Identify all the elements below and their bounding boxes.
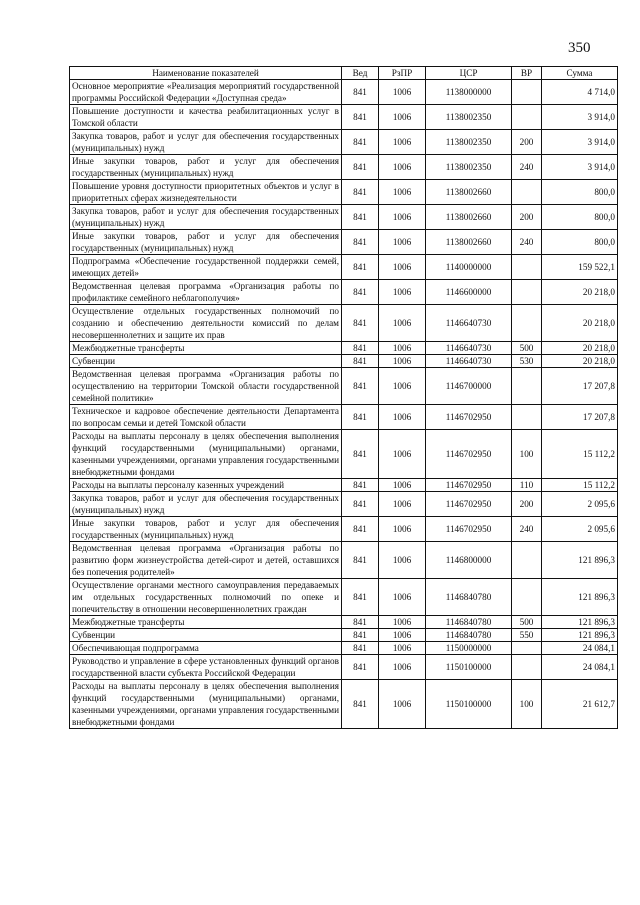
- cell-vr: [512, 80, 542, 105]
- cell-csr: 1146840780: [426, 579, 512, 616]
- cell-name: Иные закупки товаров, работ и услуг для обеспечения государственных (муниципальных) нужд: [70, 230, 342, 255]
- cell-vr: 240: [512, 230, 542, 255]
- cell-vr: 200: [512, 130, 542, 155]
- cell-csr: 1140000000: [426, 255, 512, 280]
- cell-name: Руководство и управление в сфере установленных функций органов государственной власти субъекта Российской Федерации: [70, 655, 342, 680]
- cell-ved: 841: [342, 368, 379, 405]
- cell-vr: [512, 105, 542, 130]
- cell-ved: 841: [342, 155, 379, 180]
- cell-rzpr: 1006: [379, 305, 426, 342]
- cell-rzpr: 1006: [379, 105, 426, 130]
- cell-csr: 1146702950: [426, 492, 512, 517]
- cell-vr: [512, 542, 542, 579]
- cell-sum: 20 218,0: [542, 355, 618, 368]
- cell-name: Субвенции: [70, 629, 342, 642]
- table-header-row: [70, 67, 618, 80]
- cell-name: Закупка товаров, работ и услуг для обеспечения государственных (муниципальных) нужд: [70, 492, 342, 517]
- cell-name: Основное мероприятие «Реализация мероприятий государственной программы Российской Федерации «Доступная среда»: [70, 80, 342, 105]
- cell-ved: 841: [342, 305, 379, 342]
- cell-csr: 1138002350: [426, 155, 512, 180]
- table-row: [70, 642, 618, 655]
- cell-rzpr: 1006: [379, 616, 426, 629]
- cell-name: Расходы на выплаты персоналу в целях обеспечения выполнения функций государственными (муниципальными) органами, казенными учреждениями, органами управления государственными внебюджетными фондами: [70, 680, 342, 729]
- cell-sum: 20 218,0: [542, 280, 618, 305]
- cell-ved: 841: [342, 105, 379, 130]
- table-row: [70, 542, 618, 579]
- table-row: [70, 655, 618, 680]
- cell-ved: 841: [342, 479, 379, 492]
- cell-name: Закупка товаров, работ и услуг для обеспечения государственных (муниципальных) нужд: [70, 130, 342, 155]
- table-row: [70, 680, 618, 729]
- cell-name: Обеспечивающая подпрограмма: [70, 642, 342, 655]
- table-row: [70, 305, 618, 342]
- cell-sum: 121 896,3: [542, 629, 618, 642]
- cell-vr: 550: [512, 629, 542, 642]
- cell-vr: 500: [512, 342, 542, 355]
- cell-ved: 841: [342, 517, 379, 542]
- page-number: 350: [568, 40, 591, 56]
- cell-sum: 20 218,0: [542, 342, 618, 355]
- cell-ved: 841: [342, 180, 379, 205]
- cell-rzpr: 1006: [379, 579, 426, 616]
- cell-rzpr: 1006: [379, 155, 426, 180]
- table-row: [70, 368, 618, 405]
- cell-csr: 1146702950: [426, 430, 512, 479]
- cell-rzpr: 1006: [379, 342, 426, 355]
- cell-sum: 4 714,0: [542, 80, 618, 105]
- table-row: [70, 105, 618, 130]
- cell-ved: 841: [342, 342, 379, 355]
- cell-vr: 100: [512, 680, 542, 729]
- cell-ved: 841: [342, 280, 379, 305]
- cell-ved: 841: [342, 205, 379, 230]
- table-body: [70, 80, 618, 729]
- cell-rzpr: 1006: [379, 430, 426, 479]
- cell-sum: 121 896,3: [542, 616, 618, 629]
- cell-sum: 800,0: [542, 180, 618, 205]
- cell-ved: 841: [342, 230, 379, 255]
- cell-ved: 841: [342, 579, 379, 616]
- cell-csr: 1150000000: [426, 642, 512, 655]
- cell-csr: 1146840780: [426, 629, 512, 642]
- header-sum: Сумма: [542, 67, 618, 80]
- cell-rzpr: 1006: [379, 629, 426, 642]
- table-row: [70, 155, 618, 180]
- cell-name: Техническое и кадровое обеспечение деятельности Департамента по вопросам семьи и детей Томской области: [70, 405, 342, 430]
- table-row: [70, 430, 618, 479]
- cell-vr: 500: [512, 616, 542, 629]
- cell-vr: [512, 368, 542, 405]
- cell-csr: 1150100000: [426, 655, 512, 680]
- cell-rzpr: 1006: [379, 205, 426, 230]
- cell-rzpr: 1006: [379, 80, 426, 105]
- cell-sum: 24 084,1: [542, 642, 618, 655]
- cell-vr: 530: [512, 355, 542, 368]
- cell-rzpr: 1006: [379, 130, 426, 155]
- table-row: [70, 616, 618, 629]
- cell-rzpr: 1006: [379, 180, 426, 205]
- header-vr: ВР: [512, 67, 542, 80]
- cell-name: Иные закупки товаров, работ и услуг для обеспечения государственных (муниципальных) нужд: [70, 155, 342, 180]
- table-row: [70, 130, 618, 155]
- cell-csr: 1150100000: [426, 680, 512, 729]
- cell-sum: 121 896,3: [542, 579, 618, 616]
- cell-sum: 20 218,0: [542, 305, 618, 342]
- cell-vr: 200: [512, 492, 542, 517]
- cell-name: Расходы на выплаты персоналу казенных учреждений: [70, 479, 342, 492]
- cell-sum: 17 207,8: [542, 368, 618, 405]
- cell-ved: 841: [342, 130, 379, 155]
- table-row: [70, 517, 618, 542]
- cell-csr: 1146840780: [426, 616, 512, 629]
- table-row: [70, 180, 618, 205]
- cell-name: Повышение доступности и качества реабилитационных услуг в Томской области: [70, 105, 342, 130]
- cell-vr: [512, 642, 542, 655]
- cell-vr: [512, 305, 542, 342]
- cell-sum: 2 095,6: [542, 517, 618, 542]
- cell-vr: 240: [512, 155, 542, 180]
- cell-csr: 1146702950: [426, 405, 512, 430]
- cell-rzpr: 1006: [379, 655, 426, 680]
- cell-name: Иные закупки товаров, работ и услуг для обеспечения государственных (муниципальных) нужд: [70, 517, 342, 542]
- cell-sum: 800,0: [542, 230, 618, 255]
- cell-vr: 110: [512, 479, 542, 492]
- cell-name: Осуществление отдельных государственных полномочий по созданию и обеспечению деятельности комиссий по делам несовершеннолетних и защите их прав: [70, 305, 342, 342]
- cell-rzpr: 1006: [379, 255, 426, 280]
- cell-rzpr: 1006: [379, 368, 426, 405]
- cell-csr: 1138002660: [426, 230, 512, 255]
- header-rzpr: РзПР: [379, 67, 426, 80]
- cell-ved: 841: [342, 355, 379, 368]
- cell-csr: 1146702950: [426, 517, 512, 542]
- cell-sum: 17 207,8: [542, 405, 618, 430]
- cell-sum: 2 095,6: [542, 492, 618, 517]
- cell-rzpr: 1006: [379, 479, 426, 492]
- table-row: [70, 80, 618, 105]
- cell-ved: 841: [342, 629, 379, 642]
- cell-name: Межбюджетные трансферты: [70, 616, 342, 629]
- cell-ved: 841: [342, 80, 379, 105]
- cell-vr: [512, 405, 542, 430]
- cell-ved: 841: [342, 255, 379, 280]
- cell-ved: 841: [342, 655, 379, 680]
- cell-csr: 1138002350: [426, 130, 512, 155]
- cell-sum: 3 914,0: [542, 105, 618, 130]
- cell-vr: [512, 579, 542, 616]
- cell-csr: 1146800000: [426, 542, 512, 579]
- cell-rzpr: 1006: [379, 642, 426, 655]
- cell-name: Ведомственная целевая программа «Организация работы по осуществлению на территории Томской области государственной семейной политики»: [70, 368, 342, 405]
- cell-rzpr: 1006: [379, 680, 426, 729]
- cell-name: Подпрограмма «Обеспечение государственной поддержки семей, имеющих детей»: [70, 255, 342, 280]
- table-row: [70, 205, 618, 230]
- table-row: [70, 479, 618, 492]
- cell-sum: 15 112,2: [542, 430, 618, 479]
- cell-ved: 841: [342, 405, 379, 430]
- cell-sum: 21 612,7: [542, 680, 618, 729]
- cell-rzpr: 1006: [379, 405, 426, 430]
- cell-csr: 1146700000: [426, 368, 512, 405]
- cell-name: Повышение уровня доступности приоритетных объектов и услуг в приоритетных сферах жизнедеятельности: [70, 180, 342, 205]
- cell-vr: [512, 255, 542, 280]
- cell-rzpr: 1006: [379, 492, 426, 517]
- cell-csr: 1146640730: [426, 305, 512, 342]
- cell-name: Осуществление органами местного самоуправления передаваемых им отдельных государственных полномочий по опеке и попечительству в отношении несовершеннолетних граждан: [70, 579, 342, 616]
- cell-vr: 100: [512, 430, 542, 479]
- cell-csr: 1138000000: [426, 80, 512, 105]
- cell-csr: 1146702950: [426, 479, 512, 492]
- cell-sum: 121 896,3: [542, 542, 618, 579]
- cell-name: Межбюджетные трансферты: [70, 342, 342, 355]
- table-row: [70, 629, 618, 642]
- cell-sum: 3 914,0: [542, 130, 618, 155]
- cell-csr: 1146640730: [426, 342, 512, 355]
- cell-sum: 800,0: [542, 205, 618, 230]
- table-row: [70, 405, 618, 430]
- cell-vr: [512, 180, 542, 205]
- cell-csr: 1146640730: [426, 355, 512, 368]
- cell-csr: 1146600000: [426, 280, 512, 305]
- cell-ved: 841: [342, 616, 379, 629]
- cell-name: Расходы на выплаты персоналу в целях обеспечения выполнения функций государственными (муниципальными) органами, казенными учреждениями, органами управления государственными внебюджетными фондами: [70, 430, 342, 479]
- cell-name: Субвенции: [70, 355, 342, 368]
- cell-vr: [512, 280, 542, 305]
- header-ved: Вед: [342, 67, 379, 80]
- table-row: [70, 342, 618, 355]
- cell-name: Закупка товаров, работ и услуг для обеспечения государственных (муниципальных) нужд: [70, 205, 342, 230]
- cell-ved: 841: [342, 430, 379, 479]
- cell-csr: 1138002350: [426, 105, 512, 130]
- cell-vr: [512, 655, 542, 680]
- cell-ved: 841: [342, 680, 379, 729]
- cell-csr: 1138002660: [426, 180, 512, 205]
- table-row: [70, 492, 618, 517]
- cell-sum: 15 112,2: [542, 479, 618, 492]
- cell-ved: 841: [342, 492, 379, 517]
- header-csr: ЦСР: [426, 67, 512, 80]
- cell-ved: 841: [342, 542, 379, 579]
- cell-vr: 200: [512, 205, 542, 230]
- cell-sum: 24 084,1: [542, 655, 618, 680]
- table-row: [70, 255, 618, 280]
- cell-rzpr: 1006: [379, 230, 426, 255]
- cell-sum: 3 914,0: [542, 155, 618, 180]
- cell-rzpr: 1006: [379, 280, 426, 305]
- table-row: [70, 355, 618, 368]
- cell-rzpr: 1006: [379, 355, 426, 368]
- table-row: [70, 579, 618, 616]
- cell-rzpr: 1006: [379, 542, 426, 579]
- cell-rzpr: 1006: [379, 517, 426, 542]
- cell-vr: 240: [512, 517, 542, 542]
- cell-csr: 1138002660: [426, 205, 512, 230]
- table-row: [70, 230, 618, 255]
- cell-sum: 159 522,1: [542, 255, 618, 280]
- table-row: [70, 280, 618, 305]
- budget-table: [69, 66, 618, 729]
- cell-ved: 841: [342, 642, 379, 655]
- cell-name: Ведомственная целевая программа «Организация работы по развитию форм жизнеустройства детей-сирот и детей, оставшихся без попечения родителей»: [70, 542, 342, 579]
- header-name: Наименование показателей: [70, 67, 342, 80]
- cell-name: Ведомственная целевая программа «Организация работы по профилактике семейного неблагополучия»: [70, 280, 342, 305]
